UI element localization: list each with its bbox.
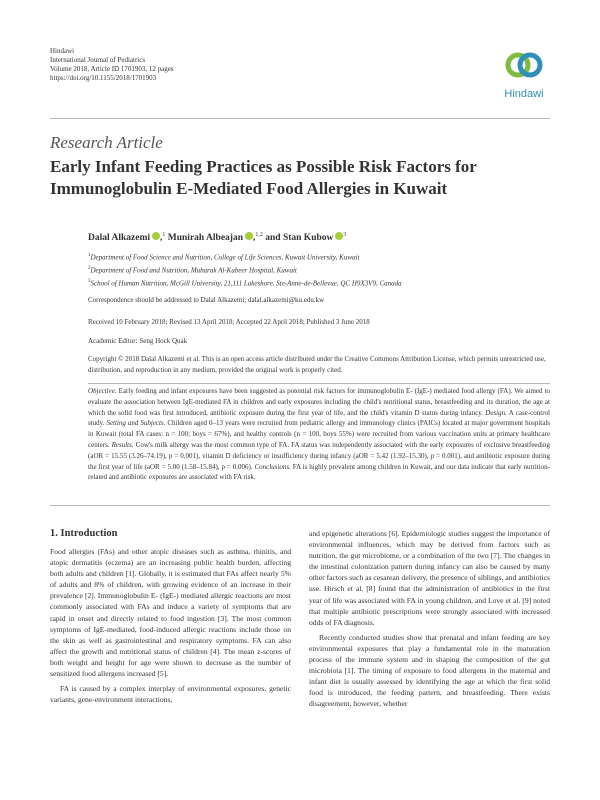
affiliation (88, 279, 558, 287)
correspondence: Correspondence should be addressed to Dalal Alkazemi; dalal.alkazemi@ku.edu.kw (88, 296, 325, 304)
affiliation (88, 266, 558, 274)
journal-header (50, 47, 174, 83)
author-name: Dalal Alkazemi (88, 233, 151, 244)
author-separator: and (262, 233, 283, 244)
article-title: Early Infant Feeding Practices as Possible Risk Factors for Immunoglobulin E-Mediated Food Allergies in Kuwait (50, 157, 477, 198)
hindawi-logo-icon (504, 48, 544, 82)
abstract-text: FA is highly prevalent among children in Kuwait, and our data indicate that early nutrition-related and antibiotic exposures are associated with FA risk. (88, 462, 550, 482)
affiliation-text: School of Human Nutrition, McGill University, 21,111 Lakeshore, Ste-Anne-de-Bellevue, QC H9X3V9, Canada (90, 279, 402, 288)
volume-info: Volume 2018, Article ID 1701903, 12 pages (50, 65, 174, 73)
affiliation (88, 253, 558, 261)
header-divider (50, 118, 550, 119)
abstract-label: Conclusions. (254, 462, 291, 471)
affiliation-sup: 1 (88, 253, 91, 258)
paragraph: and epigenetic alterations [6]. Epidemiologic studies suggest the importance of environmental influences, which may be derived from factors such as nutrition, the gut microbiome, or a combination of the two [7]. The changes in the intestinal colonization pattern during infancy can also be caused by many other factors such as cesarean delivery, the presence of siblings, and antibiotics use. Hirsch et al. [8] found that the administration of antibiotics in the first year of life was associated with FA in young children, and Love et al. [9] noted that multiple antibiotic prescriptions were strongly associated with increased odds of FA diagnosis. (309, 529, 550, 627)
section-heading: 1. Introduction (50, 528, 118, 539)
author-sup: 3 (343, 232, 347, 238)
abstract-label: Setting and Subjects. (106, 419, 166, 428)
orcid-icon[interactable] (152, 232, 160, 240)
abstract-text: A case-control study. (88, 408, 550, 428)
author-sup: 1 (162, 232, 166, 238)
article-dates: Received 10 February 2018; Revised 13 April 2018; Accepted 22 April 2018; Published 3 June 2018 (88, 318, 370, 326)
abstract (88, 386, 550, 483)
left-column (50, 546, 291, 706)
affiliation-text: Department of Food and Nutrition, Mubarak Al-Kabeer Hospital, Kuwait (90, 266, 297, 275)
author-sup: 1,2 (255, 232, 263, 238)
orcid-icon[interactable] (245, 232, 253, 240)
abstract-label: Design. (485, 408, 507, 417)
hindawi-logo (497, 48, 551, 104)
abstract-divider (88, 383, 550, 384)
paragraph: Recently conducted studies show that prenatal and infant feeding are key environmental exposures that play a fundamental role in the maturation process of the immune system and in shaping the composition of the gut microbiota [1]. The timing of exposure to food allergens in the maternal and infant diet is usually assessed by identifying the age at which the first solid food is introduced, the feeding pattern, and breastfeeding. There exists disagreement, however, whether (309, 632, 550, 709)
doi-link[interactable]: https://doi.org/10.1155/2018/1701903 (50, 74, 157, 82)
copyright-notice: Copyright © 2018 Dalal Alkazemi et al. This is an open access article distributed under the Creative Commons Attribution License, which permits unrestricted use, distribution, and reproduction in any medium, provided the original work is properly cited. (88, 355, 546, 374)
paragraph: FA is caused by a complex interplay of environmental exposures, genetic variants, gene-environment interactions, (50, 684, 291, 705)
abstract-label: Results. (111, 440, 134, 449)
abstract-text: Early feeding and infant exposures have been suggested as potential risk factors for immunoglobulin E- (IgE-) mediated food allergy (FA). We aimed to evaluate the association between IgE-mediated FA in children and early exposures including the child's nutritional status, breastfeeding and its duration, the age at which the solid food was first introduced, antibiotic exposure during the first year of life, and the child's vitamin D status during infancy. (88, 387, 550, 417)
abstract-label: Objective. (88, 387, 117, 395)
publisher-name: Hindawi (50, 47, 75, 55)
affiliation-text: Department of Food Science and Nutrition, College of Life Sciences, Kuwait University, Kuwait (90, 253, 360, 262)
article-type: Research Article (50, 133, 163, 152)
right-column (309, 528, 550, 711)
logo-text: Hindawi (504, 88, 544, 100)
academic-editor: Academic Editor: Seng Hock Quak (88, 337, 188, 345)
abstract-text: Cow's milk allergy was the most common type of FA. FA status was independently associated with the early exposures of exclusive breastfeeding (aOR = 15.55 (3.26–74.19), p = 0.001), vitamin D deficiency or insufficiency during infancy (aOR = 5.42 (1.92–15.30), p = 0.001), and antibiotic exposure during the first year of life (aOR = 5.00 (1.58–15.84), p = 0.006). (88, 440, 550, 471)
paragraph: Food allergies (FAs) and other atopic diseases such as asthma, rhinitis, and atopic dermatitis (eczema) are an increasing public health burden, affecting both adults and children [1]. Globally, it is estimated that FAs affect nearly 5% of adults and 8% of children, with growing evidence of an increase in their prevalence [2]. Immunoglobulin E- (IgE-) mediated allergic reactions are most commonly associated with FAs and induce a variety of symptoms that are rapid in onset and directly related to food ingestion [3]. The most common symptoms of IgE-mediated, food-induced allergic reactions include those on the skin as well as gastrointestinal and respiratory symptoms. FA can also affect the growth and nutritional status of children [4]. The mean z-scores of both weight and height for age were shown to decrease as the number of sensitized food allergens increased [5]. (50, 547, 291, 679)
journal-name: International Journal of Pediatrics (50, 56, 146, 64)
author-name: Stan Kubow (282, 233, 334, 244)
section-divider (50, 505, 550, 506)
affiliation-sup: 2 (88, 266, 91, 271)
affiliation-sup: 3 (88, 279, 91, 284)
author-name: Munirah Albeajan (167, 233, 243, 244)
author-list: Dalal Alkazemi ,$^1$ Munirah Albeajan ,$^{1,2}$ and Stan Kubow $^3$ (88, 232, 347, 244)
abstract-text: Children aged 0–13 years were recruited from pediatric allergy and immunology clinics (PAICs) located at major government hospitals in Kuwait (total FA cases: n = 100; boys = 67%), and healthy controls (n = 100, boys 55%) were recruited from various vaccination units at primary healthcare centers. (88, 419, 550, 449)
